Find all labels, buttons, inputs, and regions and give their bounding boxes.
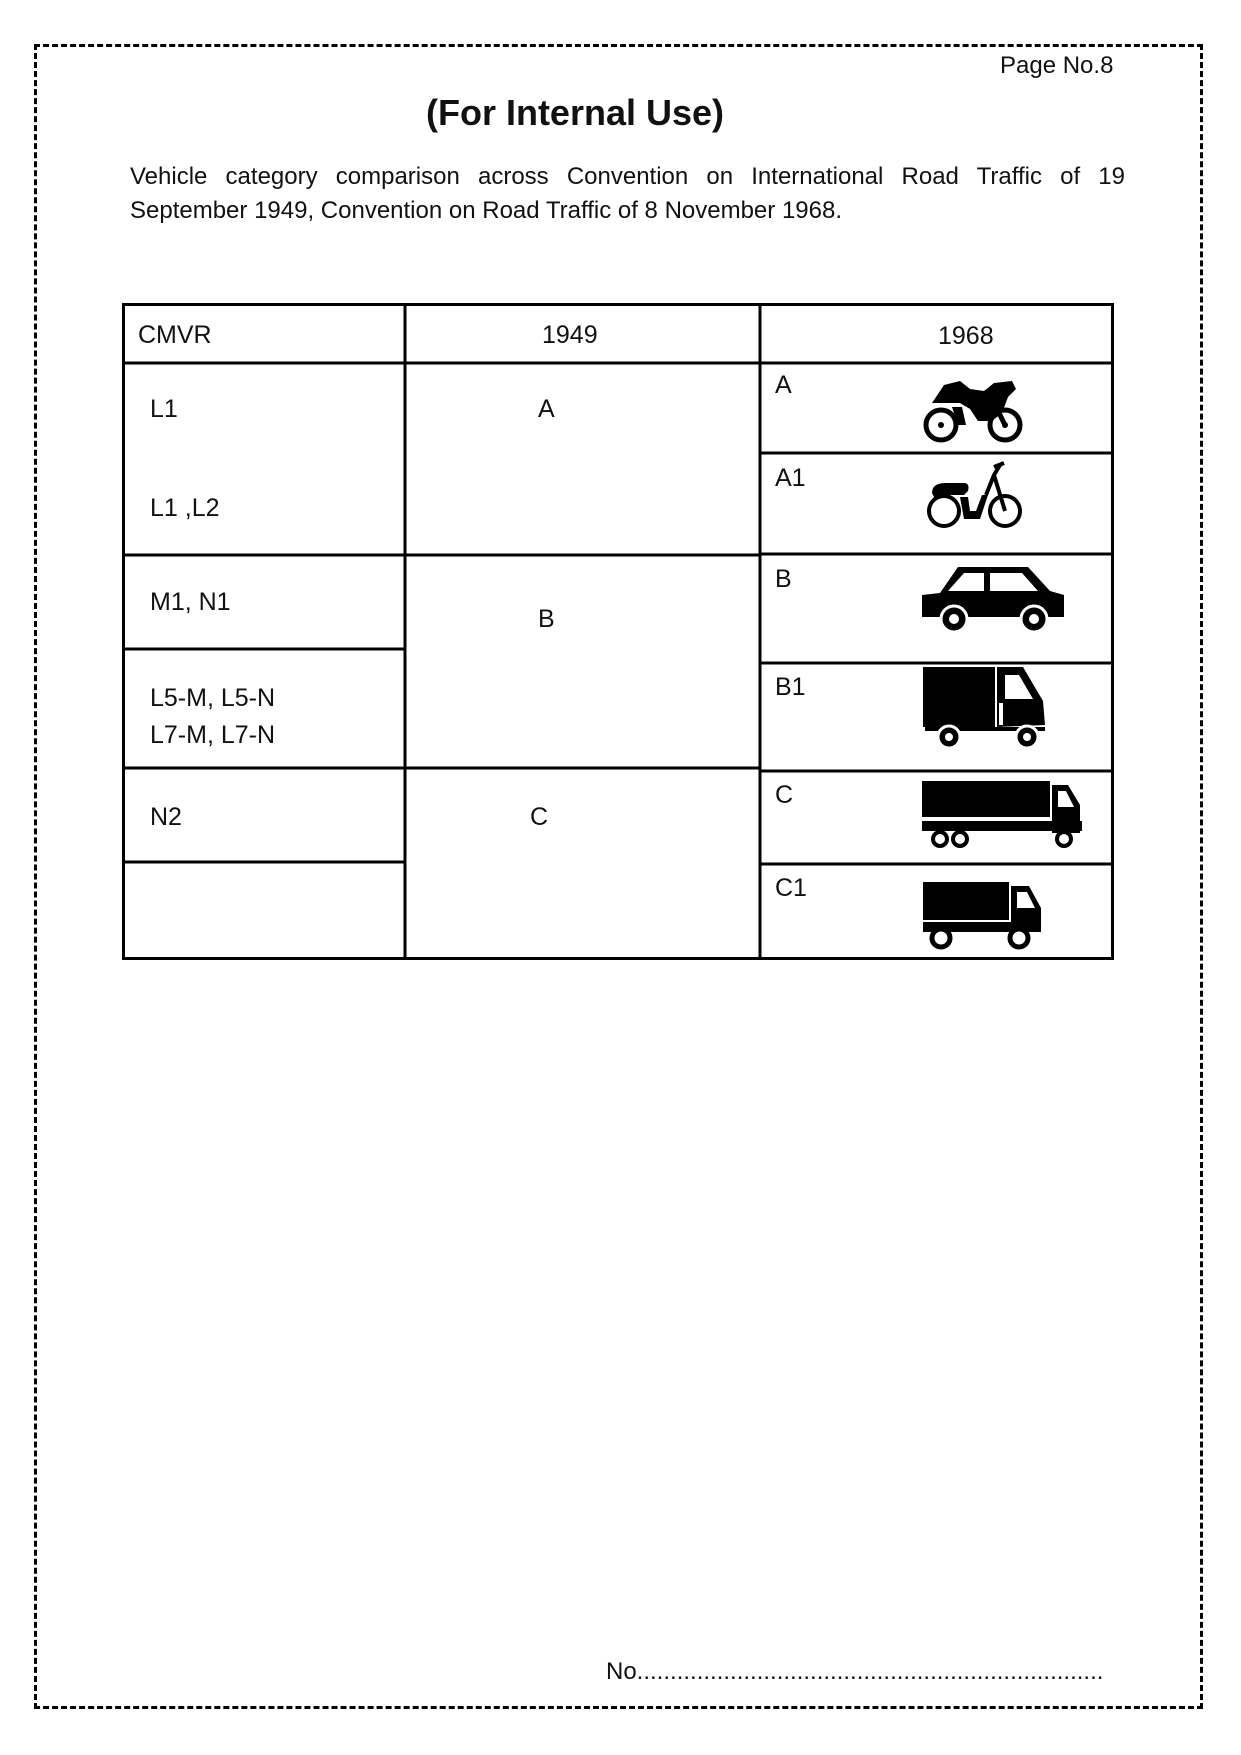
vehicle-category-table xyxy=(122,303,1114,960)
cat1968-a-label: A xyxy=(775,371,792,399)
intro-paragraph: Vehicle category comparison across Convention on International Road Traffic of 19 September 1949, Convention on Road Traffic of 8 November 1968. xyxy=(130,163,1125,224)
cat1968-c-label: C xyxy=(775,781,794,809)
header-1968: 1968 xyxy=(938,322,994,350)
cmvr-m1-n1: M1, N1 xyxy=(150,588,231,616)
cat1968-b1-label: B1 xyxy=(775,673,806,701)
car-icon xyxy=(918,559,1068,635)
cat1968-a1-label: A1 xyxy=(775,464,806,492)
page-number: Page No.8 xyxy=(1000,52,1114,79)
cmvr-l7: L7-M, L7-N xyxy=(150,721,276,749)
header-1949: 1949 xyxy=(542,321,598,349)
cmvr-n2: N2 xyxy=(150,803,182,831)
light-truck-icon xyxy=(919,878,1045,954)
heavy-truck-icon xyxy=(918,777,1084,853)
cmvr-l1: L1 xyxy=(150,395,178,423)
cat1968-c1-label: C1 xyxy=(775,874,807,902)
motorcycle-icon xyxy=(922,373,1024,445)
cmvr-l5: L5-M, L5-N xyxy=(150,684,276,712)
moped-icon xyxy=(924,461,1024,533)
cat1968-b-label: B xyxy=(775,565,792,593)
cat1949-c: C xyxy=(530,803,549,831)
three-wheeler-icon xyxy=(919,663,1051,753)
cat1949-a: A xyxy=(538,395,555,423)
cmvr-l1-l2: L1 ,L2 xyxy=(150,494,220,522)
page-title: (For Internal Use) xyxy=(425,92,725,133)
reference-number-line: No...................................................................... xyxy=(606,1658,1104,1685)
header-cmvr: CMVR xyxy=(138,321,212,349)
cat1949-b: B xyxy=(538,605,555,633)
